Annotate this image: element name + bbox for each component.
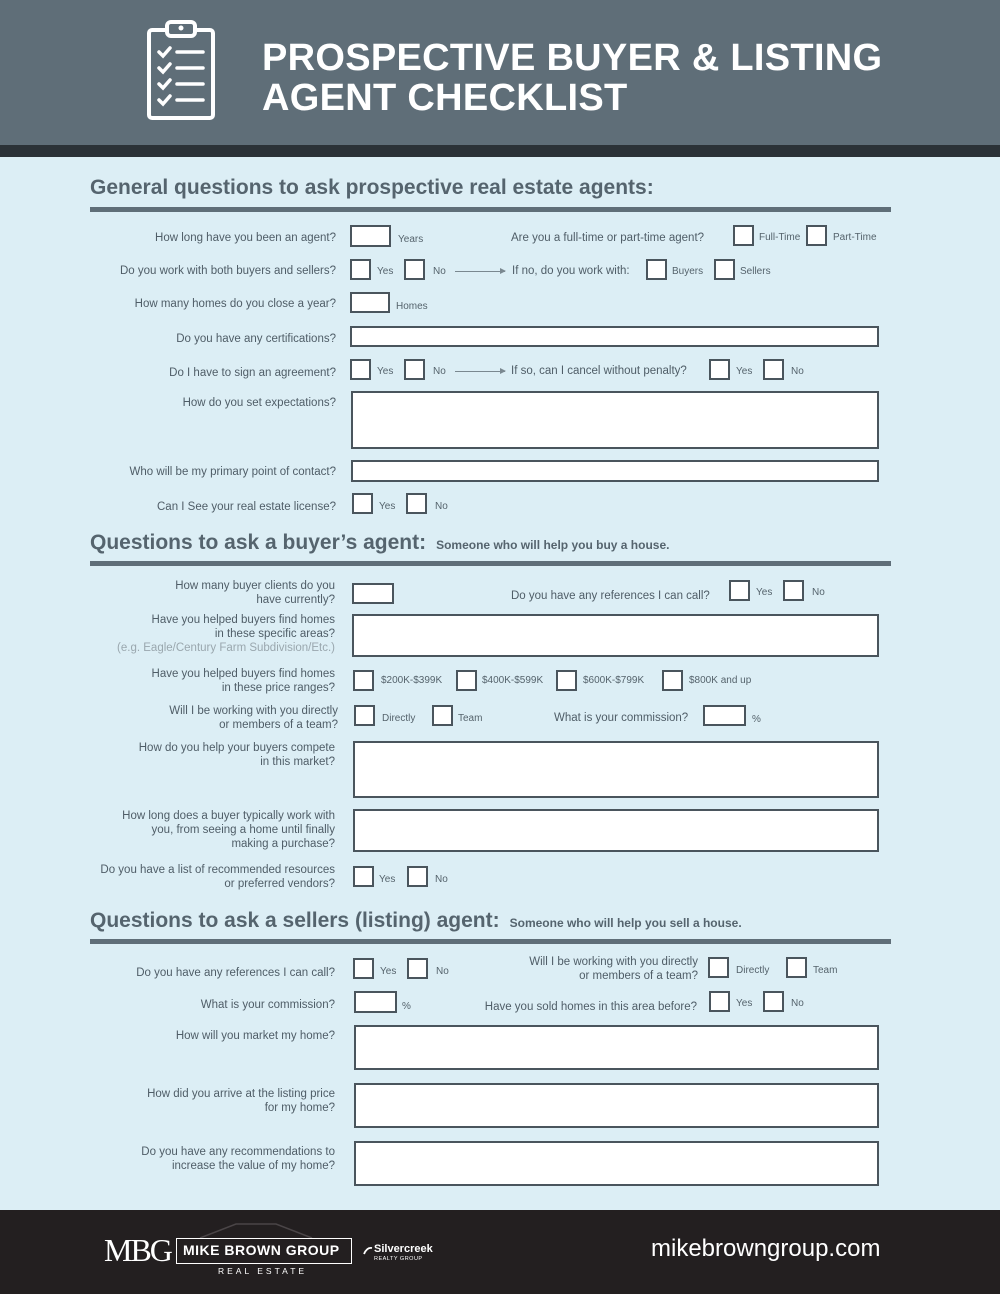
question-price-ranges-line-1: Have you helped buyers find homes bbox=[151, 668, 335, 680]
cancel-no-checkbox[interactable] bbox=[763, 359, 784, 380]
brand-subtitle: REAL ESTATE bbox=[218, 1266, 308, 1276]
license-yes-label: Yes bbox=[379, 501, 396, 512]
question-buyer-team-line-2: or members of a team? bbox=[219, 719, 338, 731]
header-dark-band bbox=[0, 145, 1000, 157]
question-increase-value bbox=[141, 1145, 335, 1173]
price-800-up-checkbox[interactable] bbox=[662, 670, 683, 691]
brand-name: MIKE BROWN GROUP bbox=[183, 1242, 340, 1258]
buyer-compete-textarea[interactable] bbox=[353, 741, 879, 798]
question-increase-value-line-1: Do you have any recommendations to bbox=[141, 1146, 335, 1158]
question-seller-team-line-2: or members of a team? bbox=[579, 970, 698, 982]
sold-no-label: No bbox=[791, 998, 804, 1009]
website-link[interactable]: mikebrowngroup.com bbox=[651, 1235, 881, 1262]
buyer-team-label: Team bbox=[458, 713, 483, 724]
page-title-line-1: PROSPECTIVE BUYER & LISTING bbox=[262, 37, 883, 79]
question-buyer-compete-line-1: How do you help your buyers compete bbox=[138, 742, 335, 754]
question-specific-areas bbox=[117, 613, 335, 655]
agreement-no-label: No bbox=[433, 366, 446, 377]
buyers-label: Buyers bbox=[672, 266, 704, 277]
question-buyer-vendors-line-2: or preferred vendors? bbox=[224, 878, 335, 890]
seller-refs-yes-label: Yes bbox=[380, 966, 397, 977]
sold-yes-checkbox[interactable] bbox=[709, 991, 730, 1012]
question-buyer-compete bbox=[139, 741, 335, 769]
agreement-no-checkbox[interactable] bbox=[404, 359, 425, 380]
cancel-yes-label: Yes bbox=[736, 366, 753, 377]
buyer-refs-yes-label: Yes bbox=[756, 587, 773, 598]
price-600-799-label: $600K-$799K bbox=[583, 675, 645, 686]
price-200-399-label: $200K-$399K bbox=[381, 675, 443, 686]
question-sign-agreement: Do I have to sign an agreement? bbox=[169, 367, 336, 379]
question-buyer-commission: What is your commission? bbox=[554, 712, 689, 724]
specific-areas-hint: (e.g. Eagle/Century Farm Subdivision/Etc.) bbox=[117, 642, 335, 654]
page-title-line-2: AGENT CHECKLIST bbox=[262, 77, 628, 119]
question-full-part-time: Are you a full-time or part-time agent? bbox=[511, 232, 705, 244]
question-listing-price-line-1: How did you arrive at the listing price bbox=[147, 1088, 335, 1100]
buyer-percent-label: % bbox=[752, 714, 761, 725]
question-buyer-clients-line-1: How many buyer clients do you bbox=[175, 580, 335, 592]
full-time-checkbox[interactable] bbox=[733, 225, 754, 246]
buyer-commission-input[interactable] bbox=[703, 705, 746, 726]
both-yes-checkbox[interactable] bbox=[350, 259, 371, 280]
sellers-label: Sellers bbox=[740, 266, 771, 277]
cancel-no-label: No bbox=[791, 366, 804, 377]
arrow-icon bbox=[455, 271, 505, 272]
general-section-heading: General questions to ask prospective real estate agents: bbox=[90, 176, 654, 199]
vendors-no-label: No bbox=[435, 874, 448, 885]
years-label: Years bbox=[398, 234, 424, 245]
partner-logo: Silvercreek bbox=[374, 1243, 433, 1255]
question-seller-team bbox=[529, 955, 698, 983]
homes-input[interactable] bbox=[350, 292, 390, 313]
years-input[interactable] bbox=[350, 225, 391, 247]
certifications-input[interactable] bbox=[350, 326, 879, 347]
question-listing-price bbox=[147, 1087, 335, 1115]
primary-contact-input[interactable] bbox=[351, 460, 879, 482]
question-seller-references: Do you have any references I can call? bbox=[136, 967, 335, 979]
question-buyer-duration bbox=[122, 809, 335, 851]
price-600-799-checkbox[interactable] bbox=[556, 670, 577, 691]
question-buyer-duration-line-1: How long does a buyer typically work with bbox=[122, 810, 335, 822]
both-yes-label: Yes bbox=[377, 266, 394, 277]
question-buyer-references: Do you have any references I can call? bbox=[511, 590, 710, 602]
seller-refs-no-checkbox[interactable] bbox=[407, 958, 428, 979]
sold-no-checkbox[interactable] bbox=[763, 991, 784, 1012]
page-title bbox=[262, 38, 882, 118]
question-sold-in-area: Have you sold homes in this area before? bbox=[484, 1001, 697, 1013]
partner-subtitle: REALTY GROUP bbox=[374, 1256, 423, 1262]
general-section-rule bbox=[90, 207, 891, 212]
homes-label: Homes bbox=[396, 301, 428, 312]
question-buyer-clients bbox=[175, 579, 335, 607]
question-buyer-clients-line-2: have currently? bbox=[256, 594, 335, 606]
expectations-textarea[interactable] bbox=[351, 391, 879, 449]
buyers-checkbox[interactable] bbox=[646, 259, 667, 280]
increase-value-textarea[interactable] bbox=[354, 1141, 879, 1186]
part-time-label: Part-Time bbox=[833, 232, 877, 243]
question-listing-price-line-2: for my home? bbox=[264, 1102, 335, 1114]
full-time-label: Full-Time bbox=[759, 232, 801, 243]
question-buyer-compete-line-2: in this market? bbox=[260, 756, 335, 768]
seller-section-rule bbox=[90, 939, 891, 944]
clipboard-checklist-icon bbox=[145, 18, 217, 122]
cancel-yes-checkbox[interactable] bbox=[709, 359, 730, 380]
question-buyer-vendors-line-1: Do you have a list of recommended resources bbox=[100, 864, 335, 876]
question-price-ranges bbox=[152, 667, 335, 695]
silvercreek-swoosh-icon bbox=[363, 1246, 373, 1256]
price-800-up-label: $800K and up bbox=[689, 675, 752, 686]
question-license: Can I See your real estate license? bbox=[157, 501, 336, 513]
mbg-logo: MBG bbox=[104, 1232, 171, 1268]
price-200-399-checkbox[interactable] bbox=[353, 670, 374, 691]
seller-commission-input[interactable] bbox=[354, 991, 397, 1013]
seller-heading-text: Questions to ask a sellers (listing) agent: bbox=[90, 909, 500, 932]
vendors-no-checkbox[interactable] bbox=[407, 866, 428, 887]
buyer-refs-no-checkbox[interactable] bbox=[783, 580, 804, 601]
both-no-checkbox[interactable] bbox=[404, 259, 425, 280]
roof-outline-icon bbox=[196, 1222, 316, 1238]
question-buyer-duration-line-2: you, from seeing a home until finally bbox=[151, 824, 335, 836]
part-time-checkbox[interactable] bbox=[806, 225, 827, 246]
buyer-section-rule bbox=[90, 561, 891, 566]
buyer-directly-checkbox[interactable] bbox=[354, 705, 375, 726]
question-if-no-work-with: If no, do you work with: bbox=[512, 265, 630, 277]
agreement-yes-label: Yes bbox=[377, 366, 394, 377]
sold-yes-label: Yes bbox=[736, 998, 753, 1009]
buyer-refs-yes-checkbox[interactable] bbox=[729, 580, 750, 601]
question-both-buyers-sellers: Do you work with both buyers and sellers? bbox=[119, 265, 336, 277]
question-seller-team-line-1: Will I be working with you directly bbox=[529, 956, 698, 968]
question-certifications: Do you have any certifications? bbox=[176, 333, 336, 345]
seller-subheading: Someone who will help you sell a house. bbox=[509, 916, 742, 930]
question-buyer-team bbox=[169, 704, 338, 732]
question-expectations: How do you set expectations? bbox=[182, 397, 336, 409]
buyer-clients-input[interactable] bbox=[352, 583, 394, 604]
buyer-subheading: Someone who will help you buy a house. bbox=[436, 538, 670, 552]
buyer-directly-label: Directly bbox=[382, 713, 416, 724]
license-no-label: No bbox=[435, 501, 448, 512]
seller-team-label: Team bbox=[813, 965, 838, 976]
agreement-yes-checkbox[interactable] bbox=[350, 359, 371, 380]
price-400-599-checkbox[interactable] bbox=[456, 670, 477, 691]
license-yes-checkbox[interactable] bbox=[352, 493, 373, 514]
question-seller-commission: What is your commission? bbox=[200, 999, 335, 1011]
question-specific-areas-line-2: in these specific areas? bbox=[214, 628, 335, 640]
buyer-heading-text: Questions to ask a buyer’s agent: bbox=[90, 531, 427, 554]
question-increase-value-line-2: increase the value of my home? bbox=[171, 1160, 335, 1172]
listing-price-textarea[interactable] bbox=[354, 1083, 879, 1128]
seller-refs-no-label: No bbox=[436, 966, 449, 977]
question-buyer-team-line-1: Will I be working with you directly bbox=[169, 705, 338, 717]
seller-team-checkbox[interactable] bbox=[786, 957, 807, 978]
question-primary-contact: Who will be my primary point of contact? bbox=[129, 466, 336, 478]
seller-directly-checkbox[interactable] bbox=[708, 957, 729, 978]
question-cancel-penalty: If so, can I cancel without penalty? bbox=[511, 365, 687, 377]
vendors-yes-label: Yes bbox=[379, 874, 396, 885]
question-years-agent: How long have you been an agent? bbox=[155, 232, 336, 244]
question-buyer-vendors bbox=[100, 863, 335, 891]
seller-percent-label: % bbox=[402, 1001, 411, 1012]
specific-areas-textarea[interactable] bbox=[352, 614, 879, 657]
buyer-team-checkbox[interactable] bbox=[432, 705, 453, 726]
vendors-yes-checkbox[interactable] bbox=[353, 866, 374, 887]
arrow-icon bbox=[455, 371, 505, 372]
buyer-refs-no-label: No bbox=[812, 587, 825, 598]
license-no-checkbox[interactable] bbox=[406, 493, 427, 514]
question-homes-per-year: How many homes do you close a year? bbox=[134, 298, 336, 310]
market-home-textarea[interactable] bbox=[354, 1025, 879, 1070]
question-market-home: How will you market my home? bbox=[175, 1030, 335, 1042]
seller-directly-label: Directly bbox=[736, 965, 770, 976]
price-400-599-label: $400K-$599K bbox=[482, 675, 544, 686]
seller-refs-yes-checkbox[interactable] bbox=[353, 958, 374, 979]
question-buyer-duration-line-3: making a purchase? bbox=[231, 838, 335, 850]
seller-section-heading bbox=[90, 909, 742, 933]
question-specific-areas-line-1: Have you helped buyers find homes bbox=[151, 614, 335, 626]
question-price-ranges-line-2: in these price ranges? bbox=[221, 682, 335, 694]
both-no-label: No bbox=[433, 266, 446, 277]
sellers-checkbox[interactable] bbox=[714, 259, 735, 280]
buyer-duration-textarea[interactable] bbox=[353, 809, 879, 852]
buyer-section-heading bbox=[90, 531, 669, 555]
